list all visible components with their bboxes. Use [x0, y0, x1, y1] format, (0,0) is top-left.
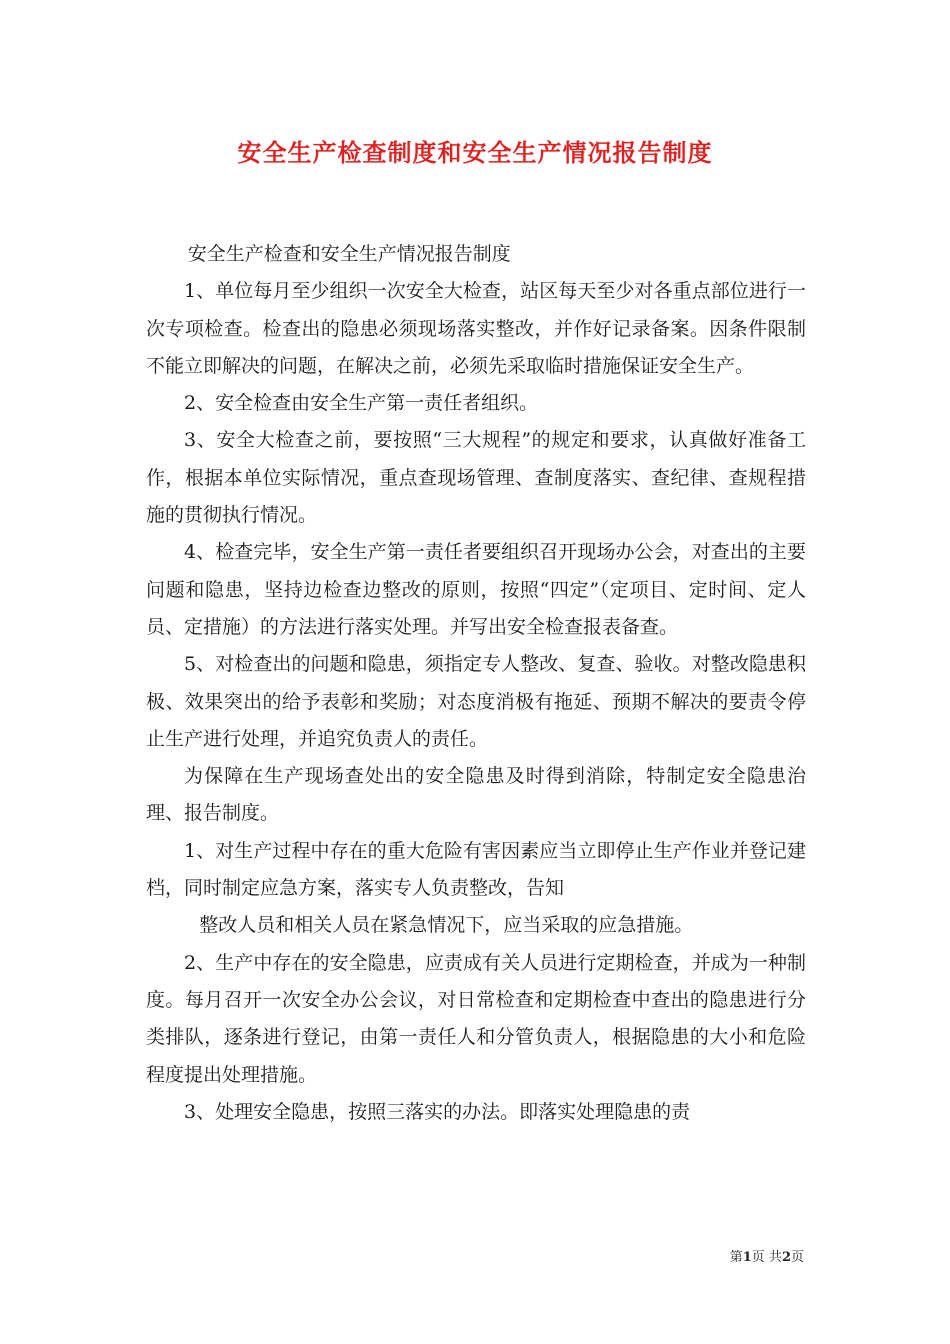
paragraph-4: 4、检查完毕，安全生产第一责任者要组织召开现场办公会，对查出的主要问题和隐患，坚持边检查边整改的原则，按照“四定”（定项目、定时间、定人员、定措施）的方法进行落实处理。并写出安全检查报表备查。 [146, 541, 806, 638]
paragraph-3: 3、安全大检查之前，要按照“三大规程”的规定和要求，认真做好准备工作，根据本单位实际情况，重点查现场管理、查制度落实、查纪律、查规程措施的贯彻执行情况。 [146, 429, 806, 527]
footer-suffix: 页 [790, 1250, 804, 1265]
footer-total-pages: 2 [781, 1250, 791, 1265]
paragraph-7: 1、对生产过程中存在的重大危险有害因素应当立即停止生产作业并登记建档，同时制定应急方案，落实专人负责整改，告知 [146, 839, 806, 900]
paragraph-6: 为保障在生产现场查处出的安全隐患及时得到消除，特制定安全隐患治理、报告制度。 [146, 765, 806, 825]
document-body [146, 236, 806, 1131]
paragraph-9: 3、处理安全隐患，按照三落实的办法。即落实处理隐患的责 [184, 1100, 691, 1123]
footer-middle: 页 共 [751, 1250, 782, 1265]
section-heading: 安全生产检查和安全生产情况报告制度 [187, 243, 511, 265]
footer-prefix: 第 [729, 1250, 743, 1265]
page-footer [730, 1246, 804, 1265]
paragraph-2: 2、安全检查由安全生产第一责任者组织。 [184, 392, 539, 415]
footer-page-number: 1 [742, 1250, 752, 1265]
paragraph-5: 5、对检查出的问题和隐患，须指定专人整改、复查、验收。对整改隐患积极、效果突出的给予表彰和奖励；对态度消极有拖延、预期不解决的要责令停止生产进行处理，并追究负责人的责任。 [146, 653, 806, 750]
document-title: 安全生产检查制度和安全生产情况报告制度 [237, 139, 713, 167]
paragraph-1: 1、单位每月至少组织一次安全大检查，站区每天至少对各重点部位进行一次专项检查。检查出的隐患必须现场落实整改，并作好记录备案。因条件限制不能立即解决的问题，在解决之前，必须先采取临时措施保证安全生产。 [146, 280, 806, 377]
paragraph-8: 2、生产中存在的安全隐患，应责成有关人员进行定期检查，并成为一种制度。每月召开一次安全办公会议，对日常检查和定期检查中查出的隐患进行分类排队，逐条进行登记，由第一责任人和分管负责人，根据隐患的大小和危险程度提出处理措施。 [146, 951, 806, 1086]
paragraph-7-continued: 整改人员和相关人员在紧急情况下，应当采取的应急措施。 [199, 914, 694, 937]
